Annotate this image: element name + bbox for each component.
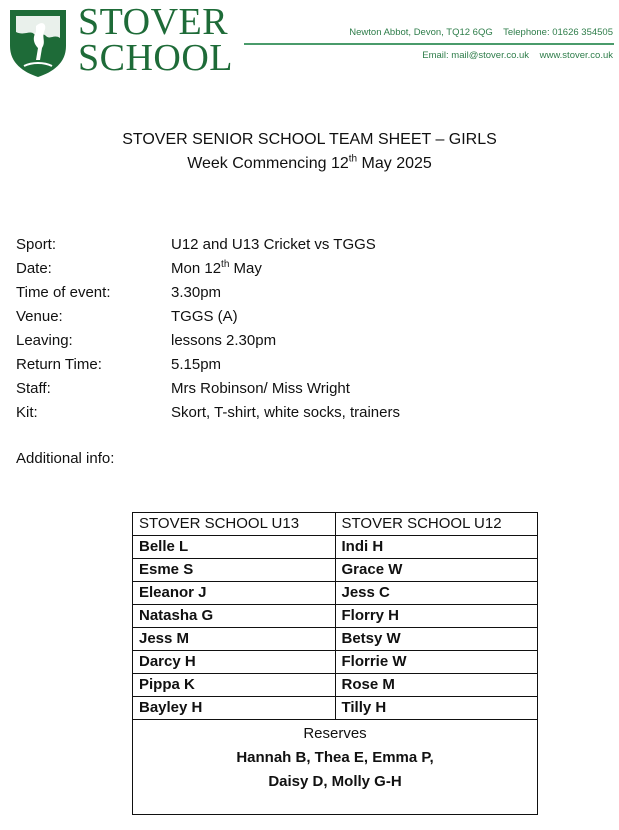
date-month: May (229, 260, 262, 277)
u12-player: Grace W (335, 559, 538, 582)
u13-player: Jess M (133, 628, 336, 651)
detail-label: Return Time: (16, 356, 102, 373)
detail-staff (16, 377, 400, 401)
table-row (133, 628, 538, 651)
event-details (16, 233, 400, 425)
address-phone: Newton Abbot, Devon, TQ12 6QG Telephone: 01626 354505 (349, 27, 613, 38)
detail-label: Sport: (16, 236, 57, 253)
detail-label: Kit: (16, 404, 38, 421)
detail-value (171, 257, 262, 281)
detail-sport (16, 233, 400, 257)
detail-label: Venue: (16, 308, 63, 325)
u12-player: Jess C (335, 582, 538, 605)
table-header-row (133, 513, 538, 536)
detail-time (16, 281, 400, 305)
email-website: Email: mail@stover.co.uk www.stover.co.uk (422, 50, 613, 61)
detail-value: 3.30pm (171, 284, 222, 301)
team-table (132, 512, 538, 815)
table-row (133, 674, 538, 697)
title-ordinal: th (348, 153, 358, 165)
detail-date (16, 257, 400, 281)
title-line1: STOVER SENIOR SCHOOL TEAM SHEET – GIRLS (122, 131, 497, 148)
table-row (133, 605, 538, 628)
title-week-text: Week Commencing 12 (187, 155, 349, 172)
u13-player: Esme S (133, 559, 336, 582)
detail-value: Mrs Robinson/ Miss Wright (171, 380, 350, 397)
detail-kit (16, 401, 400, 425)
detail-return (16, 353, 400, 377)
detail-value: TGGS (A) (171, 308, 238, 325)
u13-player: Darcy H (133, 651, 336, 674)
detail-label: Time of event: (16, 284, 111, 301)
reserves-line1: Hannah B, Thea E, Emma P, (236, 749, 434, 766)
school-name (78, 1, 234, 79)
title-line2 (0, 152, 619, 176)
detail-value: lessons 2.30pm (171, 332, 277, 349)
detail-value: Skort, T-shirt, white socks, trainers (171, 404, 400, 421)
table-row (133, 582, 538, 605)
u12-player: Florry H (335, 605, 538, 628)
u13-player: Natasha G (133, 605, 336, 628)
school-name-line1: STOVER (78, 1, 229, 43)
date-ordinal: th (221, 259, 230, 270)
detail-label: Staff: (16, 380, 51, 397)
detail-venue (16, 305, 400, 329)
school-name-line2: SCHOOL (78, 37, 234, 79)
detail-label: Leaving: (16, 332, 73, 349)
u12-player: Rose M (335, 674, 538, 697)
u12-player: Betsy W (335, 628, 538, 651)
u12-player: Florrie W (335, 651, 538, 674)
document-title (0, 128, 619, 176)
reserves-row (133, 720, 538, 815)
u12-player: Indi H (335, 536, 538, 559)
u12-player: Tilly H (335, 697, 538, 720)
additional-info-label: Additional info: (16, 450, 115, 467)
detail-value: U12 and U13 Cricket vs TGGS (171, 236, 376, 253)
reserves-title: Reserves (303, 725, 367, 742)
detail-value: 5.15pm (171, 356, 222, 373)
u13-player: Pippa K (133, 674, 336, 697)
header-u12: STOVER SCHOOL U12 (335, 513, 538, 536)
table-row (133, 651, 538, 674)
title-month-year: May 2025 (357, 155, 432, 172)
detail-leaving (16, 329, 400, 353)
u13-player: Belle L (133, 536, 336, 559)
header-divider (244, 43, 614, 45)
date-text: Mon 12 (171, 260, 222, 277)
table-row (133, 697, 538, 720)
u13-player: Eleanor J (133, 582, 336, 605)
reserves-line2: Daisy D, Molly G-H (268, 773, 402, 790)
table-row (133, 536, 538, 559)
u13-player: Bayley H (133, 697, 336, 720)
reserves-cell (133, 720, 538, 815)
school-crest-logo (8, 8, 68, 78)
header-u13: STOVER SCHOOL U13 (133, 513, 336, 536)
table-row (133, 559, 538, 582)
detail-label: Date: (16, 260, 52, 277)
